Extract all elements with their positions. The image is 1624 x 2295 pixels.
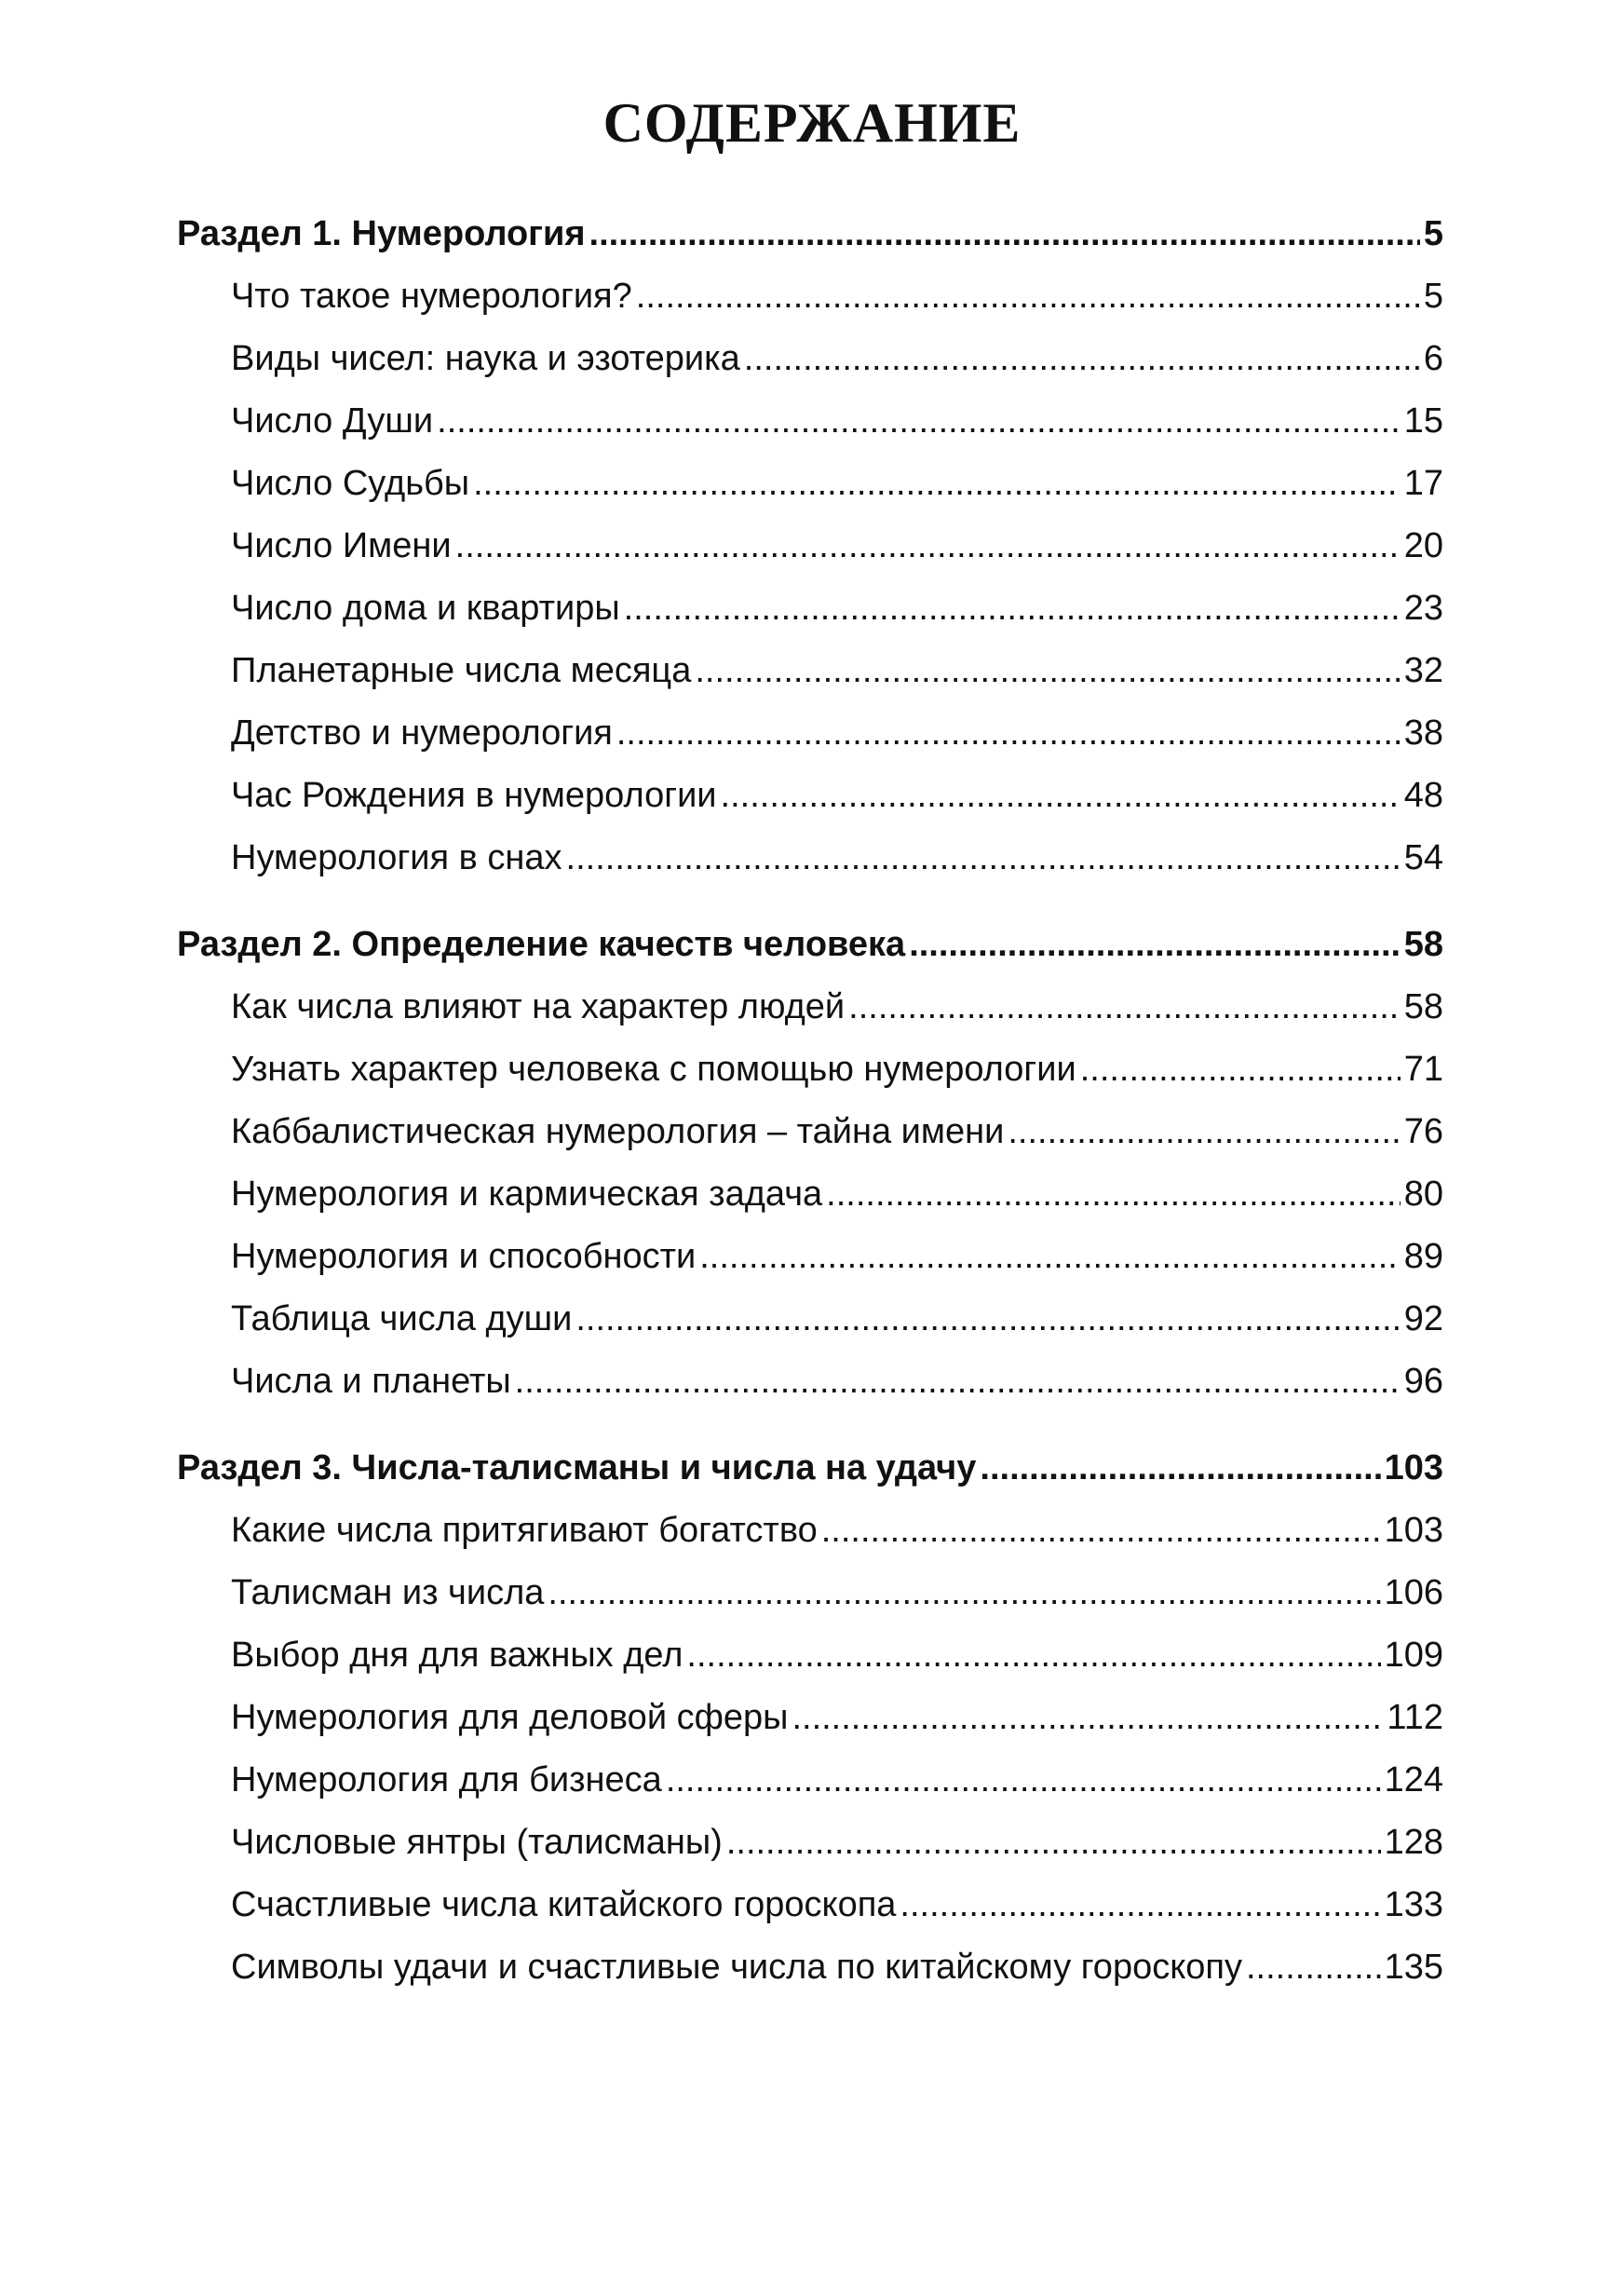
toc-entry-label: Числовые янтры (талисманы) [231,1823,723,1862]
section-heading[interactable] [177,203,1443,265]
toc-entry[interactable] [177,1500,1443,1562]
toc-entry[interactable] [177,1226,1443,1288]
toc-entry[interactable] [177,1687,1443,1749]
toc-entry[interactable] [177,976,1443,1039]
page-number: 15 [1403,401,1443,441]
page-number: 109 [1384,1636,1443,1675]
page-number: 76 [1403,1112,1443,1151]
page-number: 71 [1403,1050,1443,1089]
dot-leader [515,1351,1401,1413]
page-number: 6 [1423,339,1443,378]
dot-leader [686,1624,1380,1687]
page-number: 54 [1403,838,1443,877]
page-number: 48 [1403,776,1443,815]
toc-entry[interactable] [177,1812,1443,1874]
toc-section-2 [177,914,1443,1413]
toc-entry[interactable] [177,453,1443,515]
page-number: 96 [1403,1362,1443,1401]
dot-leader [699,1226,1400,1288]
toc-entry-label: Планетарные числа месяца [231,651,692,690]
toc-entry-label: Выбор дня для важных дел [231,1636,683,1675]
page-number: 133 [1384,1885,1443,1924]
dot-leader [548,1562,1380,1624]
toc-entry[interactable] [177,265,1443,328]
dot-leader [726,1812,1381,1874]
dot-leader [909,914,1401,976]
toc-entry-label: Числа и планеты [231,1362,511,1401]
toc-entry[interactable] [177,1936,1443,1999]
toc-entry-label: Узнать характер человека с помощью нумерологии [231,1050,1076,1089]
toc-entry[interactable] [177,1351,1443,1413]
section-heading-label: Раздел 2. Определение качеств человека [177,925,906,964]
page-number: 92 [1403,1299,1443,1338]
dot-leader [589,203,1420,265]
toc-entry[interactable] [177,1288,1443,1351]
dot-leader [1008,1101,1400,1163]
toc-entry-label: Виды чисел: наука и эзотерика [231,339,740,378]
dot-leader [575,1288,1400,1351]
section-heading[interactable] [177,914,1443,976]
toc-entry-label: Число Души [231,401,434,441]
toc-entry[interactable] [177,1749,1443,1812]
toc-entry-label: Какие числа притягивают богатство [231,1511,818,1550]
toc-entry[interactable] [177,1874,1443,1936]
toc-entry[interactable] [177,390,1443,453]
toc-entry[interactable] [177,1163,1443,1226]
page-number: 5 [1423,277,1443,316]
dot-leader [1080,1039,1401,1101]
page-number: 124 [1384,1760,1443,1799]
dot-leader [437,390,1401,453]
toc-entry-label: Нумерология и способности [231,1237,697,1276]
dot-leader [980,1437,1380,1500]
toc-entry[interactable] [177,1562,1443,1624]
toc-entry-label: Число Имени [231,526,452,565]
dot-leader [695,640,1400,702]
dot-leader [455,515,1401,577]
dot-leader [821,1500,1381,1562]
section-heading-label: Раздел 1. Нумерология [177,214,586,253]
page-title: СОДЕРЖАНИЕ [602,92,1022,154]
toc-entry-label: Нумерология для бизнеса [231,1760,662,1799]
toc-entry[interactable] [177,577,1443,640]
toc-entry-label: Что такое нумерология? [231,277,632,316]
page-number: 20 [1403,526,1443,565]
toc-entry[interactable] [177,702,1443,765]
dot-leader [848,976,1401,1039]
page-number: 103 [1384,1511,1443,1550]
toc-entry[interactable] [177,640,1443,702]
toc-entry[interactable] [177,1624,1443,1687]
page-number: 17 [1403,464,1443,503]
dot-leader [721,765,1401,827]
toc-entry-label: Талисман из числа [231,1573,545,1612]
page-number: 32 [1403,651,1443,690]
dot-leader [1246,1936,1381,1999]
toc-entry-label: Нумерология в снах [231,838,562,877]
dot-leader [792,1687,1383,1749]
toc-entry[interactable] [177,1039,1443,1101]
page-number: 23 [1403,589,1443,628]
page-number: 58 [1403,987,1443,1026]
page-number: 106 [1384,1573,1443,1612]
page-number: 89 [1403,1237,1443,1276]
toc-entry-label: Нумерология для деловой сферы [231,1698,789,1737]
toc-entry-label: Нумерология и кармическая задача [231,1175,823,1214]
page-number: 58 [1403,925,1443,964]
toc-entry-label: Число Судьбы [231,464,470,503]
page-number: 135 [1384,1948,1443,1987]
section-heading[interactable] [177,1437,1443,1500]
dot-leader [473,453,1401,515]
dot-leader [566,827,1401,889]
page-number: 103 [1384,1448,1443,1487]
toc-entry-label: Число дома и квартиры [231,589,620,628]
toc-entry[interactable] [177,515,1443,577]
dot-leader [900,1874,1380,1936]
dot-leader [666,1749,1381,1812]
page-number: 5 [1423,214,1443,253]
toc-entry[interactable] [177,827,1443,889]
table-of-contents [177,203,1443,1999]
toc-entry-label: Как числа влияют на характер людей [231,987,846,1026]
toc-entry[interactable] [177,328,1443,390]
toc-entry-label: Каббалистическая нумерология – тайна имени [231,1112,1005,1151]
toc-entry-label: Счастливые числа китайского гороскопа [231,1885,897,1924]
section-heading-label: Раздел 3. Числа-талисманы и числа на удачу [177,1448,977,1487]
toc-entry[interactable] [177,1101,1443,1163]
page-number: 80 [1403,1175,1443,1214]
page-number: 38 [1403,713,1443,753]
toc-entry-label: Детство и нумерология [231,713,613,753]
dot-leader [744,328,1420,390]
toc-entry[interactable] [177,765,1443,827]
dot-leader [636,265,1420,328]
toc-entry-label: Символы удачи и счастливые числа по китайскому гороскопу [231,1948,1242,1987]
toc-section-3 [177,1437,1443,1999]
dot-leader [826,1163,1401,1226]
toc-entry-label: Таблица числа души [231,1299,573,1338]
toc-section-1 [177,203,1443,889]
page-number: 112 [1387,1698,1443,1737]
toc-entry-label: Час Рождения в нумерологии [231,776,717,815]
dot-leader [616,702,1401,765]
dot-leader [624,577,1401,640]
page-number: 128 [1384,1823,1443,1862]
